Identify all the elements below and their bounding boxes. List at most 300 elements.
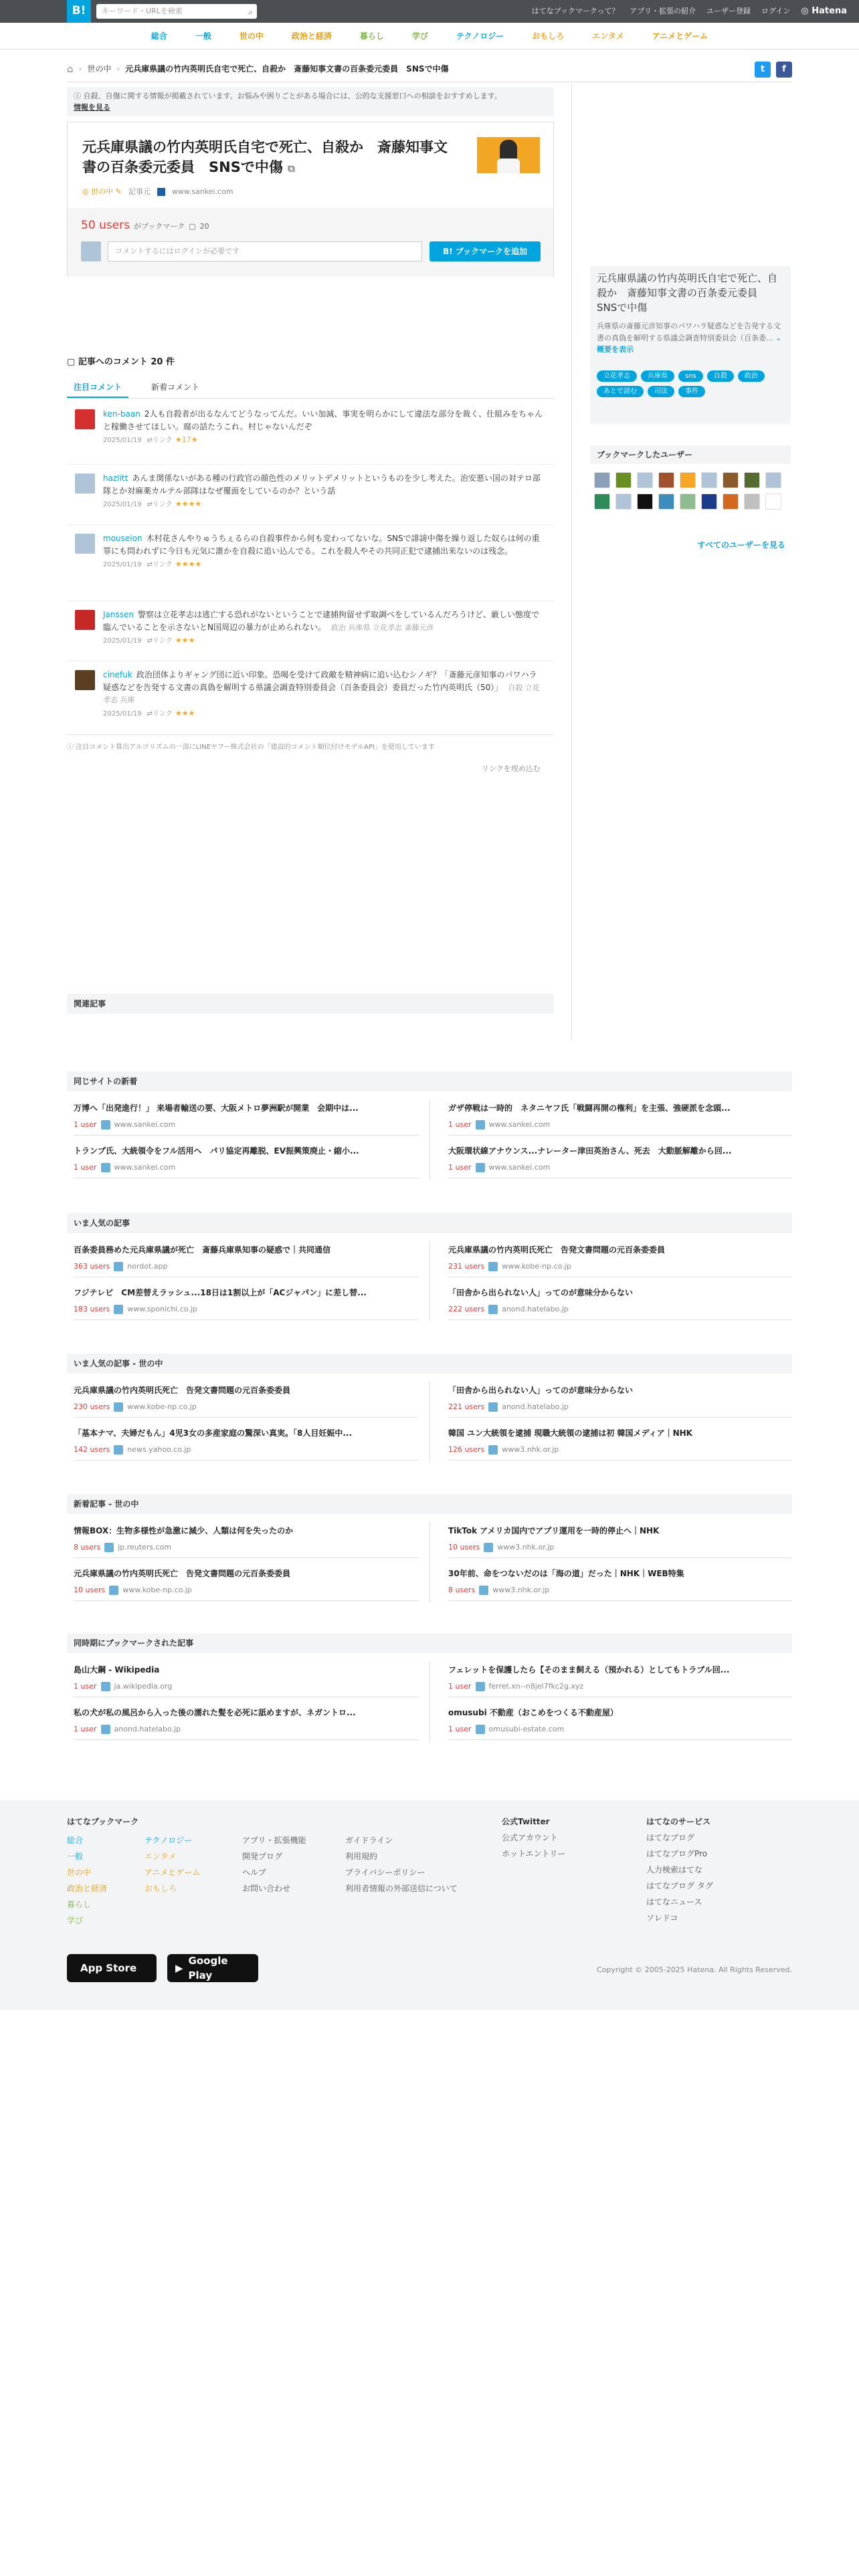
article-card[interactable] (74, 1423, 419, 1461)
service-link[interactable]: 人力検索はてな (646, 1865, 703, 1874)
comments-heading-text: 記事へのコメント 20 件 (78, 357, 175, 367)
article-domain[interactable]: anond.hatelabo.jp (502, 1402, 569, 1411)
article-users[interactable]: 1 user (74, 1682, 97, 1691)
footer-links-policy (345, 1832, 458, 1897)
footer-categories-2 (145, 1832, 200, 1897)
article-card[interactable] (448, 1521, 792, 1558)
bookmarker-avatar[interactable] (615, 472, 632, 488)
users-suffix: がブックマーク (133, 222, 185, 231)
user-avatar[interactable] (75, 670, 95, 690)
article-card[interactable] (448, 1098, 792, 1136)
article-title[interactable]: トランプ氏、大統領令をフル活用へ パリ協定再離脱、EV振興策廃止・縮小... (74, 1146, 359, 1156)
entry-category[interactable]: ◎ 世の中 ✎ (82, 187, 122, 196)
google-play-label: Google Play (188, 1954, 228, 1981)
tag-chip[interactable]: 司法 (648, 386, 674, 397)
comment-text: 木村花さんやりゅうちぇるらの自殺事件から何も変わってないな。SNSで誹謗中傷を繰り返した奴らは何の重罪にも問われずに今日も元気に誰かを自殺に追い込んでる。これを殺人やその共同正犯で逮捕出来ないのは残念。 (103, 534, 540, 556)
comment-meta (103, 434, 545, 446)
article-card[interactable] (448, 1283, 792, 1320)
category-5[interactable]: 学び (411, 31, 428, 41)
comment-text-line (103, 609, 545, 633)
tag-chip[interactable]: 兵庫県 (641, 370, 674, 382)
article-meta (74, 1542, 419, 1553)
article-title[interactable]: 元兵庫県議の竹内英明氏死亡 告発文書問題の元百条委委員 (74, 1386, 291, 1395)
article-title[interactable]: 大阪環状線アナウンス...ナレーター津田英治さん、死去 大動脈解離から回... (448, 1146, 732, 1156)
footer-heading (67, 1814, 138, 1830)
divider (67, 734, 554, 735)
service-link[interactable]: はてなニュース (646, 1897, 702, 1907)
footer-category-link[interactable]: 総合 (67, 1836, 84, 1845)
bookmarker-avatar[interactable] (615, 494, 632, 510)
facebook-share-icon[interactable]: f (776, 62, 792, 78)
footer-category-link[interactable]: 世の中 (67, 1868, 92, 1877)
article-title[interactable]: フェレットを保護したら【そのまま飼える（預かれる）としてもトラブル回... (448, 1665, 730, 1675)
footer-category-link[interactable]: 一般 (67, 1852, 84, 1861)
article-title[interactable]: omusubi 不動産（おこめをつくる不動産屋） (448, 1708, 618, 1717)
article-users[interactable]: 142 users (74, 1445, 110, 1454)
search-placeholder: キーワード・URLを検索 (102, 6, 183, 15)
comment-icon: ▢ (189, 222, 196, 231)
article-card[interactable] (74, 1240, 419, 1277)
category-2[interactable]: 世の中 (239, 31, 264, 41)
bookmarker-avatar[interactable] (680, 494, 696, 510)
comment-stars[interactable]: ★★★ (175, 708, 195, 718)
bookmarker-avatar[interactable] (701, 472, 717, 488)
comment-stars[interactable]: ★17★ (175, 435, 198, 445)
category-8[interactable]: エンタメ (592, 31, 624, 41)
comment-text: 2人も自殺者が出るなんてどうなってんだ。いい加減、事実を明らかにして違法な部分を裁く、仕組みをちゃんと稼働させてほしい。腐の話たうこれ。村じゃないんだぞ (103, 409, 543, 431)
bookmarker-avatar[interactable] (765, 494, 781, 510)
entry-meta (82, 187, 233, 198)
comment-username[interactable]: cinefuk (103, 670, 132, 679)
article-meta (74, 1681, 419, 1693)
section-heading-new-society: 新着記事 - 世の中 (67, 1494, 792, 1514)
article-title[interactable]: TikTok アメリカ国内でアプリ運用を一時的停止へ｜NHK (448, 1526, 660, 1535)
tag-chip[interactable]: sns (678, 370, 703, 382)
comment-link[interactable]: リンク (153, 561, 173, 569)
breadcrumb-category[interactable]: 世の中 (87, 64, 112, 74)
site-favicon-icon (114, 1402, 123, 1412)
summary-description (597, 320, 784, 356)
entry-category-label: 世の中 (91, 187, 114, 196)
category-3[interactable]: 政治と経済 (291, 31, 332, 41)
entry-thumbnail[interactable] (477, 137, 540, 173)
comments-heading (67, 356, 175, 369)
article-domain[interactable]: www.sankei.com (488, 1120, 551, 1129)
article-title[interactable]: 「田舎から出られない人」ってのが意味分からない (448, 1386, 634, 1395)
google-play-badge[interactable] (167, 1954, 258, 1982)
twitter-hotentry-link[interactable]: ホットエントリー (502, 1849, 566, 1858)
article-users[interactable]: 1 user (448, 1120, 472, 1129)
comment-date[interactable]: 2025/01/19 (103, 561, 142, 569)
footer-link[interactable]: 利用規約 (345, 1852, 378, 1861)
comment-link[interactable]: リンク (153, 710, 173, 718)
site-favicon-icon (488, 1445, 498, 1455)
bookmark-users[interactable] (81, 217, 209, 235)
breadcrumb-title: 元兵庫県議の竹内英明氏自宅で死亡、自殺か 斎藤知事文書の百条委元委員 SNSで中傷 (125, 64, 449, 74)
section-heading-popular-society: いま人気の記事 - 世の中 (67, 1354, 792, 1374)
article-users[interactable]: 1 user (448, 1725, 472, 1733)
article-meta (74, 1261, 419, 1273)
section-heading-same-time: 同時期にブックマークされた記事 (67, 1633, 792, 1653)
comment-username[interactable]: mouseion (103, 534, 142, 543)
footer-category-link[interactable]: 政治と経済 (67, 1884, 108, 1893)
article-domain[interactable]: nordot.app (127, 1262, 168, 1271)
article-meta (448, 1162, 792, 1174)
article-title[interactable]: 万博へ「出発進行！」 来場者輸送の要、大阪メトロ夢洲駅が開業 会期中は... (74, 1103, 359, 1113)
category-0[interactable]: 総合 (151, 31, 167, 41)
article-meta (74, 1304, 419, 1315)
comment-icon: ▢ (67, 357, 78, 367)
comment-text: 警察は立花孝志は逃亡する恐れがないということで逮捕拘留せず取調べをしているんだろうけど、厳しい態度で臨んでいることを示さないとN国周辺の暴力が止められない。 (103, 610, 540, 632)
notice-link[interactable]: 情報を見る (74, 102, 110, 112)
site-favicon-icon (101, 1725, 110, 1734)
article-meta (448, 1724, 792, 1735)
comment-text: あんま関係ないがある種の行政官の顔色性のメリットデメリットというものを少し考えた。治安悪い国の対テロ部隊とか対麻薬カルテル部隊はなぜ覆面をしているのか？という話 (103, 473, 541, 496)
category-6[interactable]: テクノロジー (456, 31, 504, 41)
article-domain[interactable]: omusubi-estate.com (488, 1725, 565, 1733)
article-users[interactable]: 231 users (448, 1262, 485, 1271)
article-domain[interactable]: anond.hatelabo.jp (114, 1725, 181, 1733)
sensitive-content-notice (67, 87, 554, 116)
article-domain[interactable]: www.sankei.com (488, 1163, 551, 1172)
link-icon: ⇄ (147, 710, 153, 718)
category-4[interactable]: 暮らし (359, 31, 384, 41)
chevron-right-icon: › (116, 64, 120, 74)
bookmarker-avatar[interactable] (765, 472, 781, 488)
notice-text: 自殺、自傷に関する情報が掲載されています。お悩みや困りごとがある場合には、公的な支援窓口への相談をおすすめします。 (83, 92, 502, 100)
article-card[interactable] (74, 1521, 419, 1558)
footnote-text: 注目コメント算出アルゴリズムの一部にLINEヤフー株式会社の「建設的コメント順位付けモデルAPI」を使用しています (76, 744, 435, 751)
article-meta (448, 1304, 792, 1315)
article-card[interactable] (448, 1564, 792, 1601)
brand-label: Hatena (812, 6, 847, 17)
site-favicon-icon (114, 1262, 123, 1271)
site-favicon-icon (101, 1120, 110, 1130)
footer-link[interactable]: 利用者情報の外部送信について (345, 1884, 458, 1893)
site-favicon-icon (104, 1543, 114, 1552)
hatena-bookmark-logo[interactable]: B! (67, 0, 91, 23)
site-favicon-icon (101, 1163, 110, 1172)
site-favicon-icon (484, 1543, 493, 1552)
comment-username[interactable]: ken-baan (103, 409, 140, 419)
article-title[interactable]: 島山大鋼 - Wikipedia (74, 1665, 160, 1675)
footer-category-link[interactable]: 学び (67, 1916, 84, 1925)
link-icon: ⇄ (147, 637, 153, 645)
bookmarker-avatar[interactable] (637, 494, 653, 510)
show-summary-label: 概要を表示 (597, 345, 634, 354)
tag-chip[interactable]: 自殺 (707, 370, 734, 382)
article-users[interactable]: 10 users (74, 1586, 106, 1594)
article-card[interactable] (74, 1141, 419, 1178)
share-buttons (755, 62, 792, 78)
category-nav (0, 23, 859, 49)
tag-chip[interactable]: 政治 (738, 370, 765, 382)
article-users[interactable]: 230 users (74, 1402, 110, 1411)
tag-list (597, 370, 784, 397)
comment-date[interactable]: 2025/01/19 (103, 637, 142, 645)
site-favicon-icon (488, 1262, 498, 1271)
section-heading-popular: いま人気の記事 (67, 1213, 792, 1233)
article-users[interactable]: 10 users (448, 1543, 480, 1551)
tag-chip[interactable]: あとで読む (597, 386, 644, 397)
bookmarker-avatar[interactable] (723, 472, 739, 488)
users-count: 50 users (81, 219, 130, 232)
comment-text-line (103, 532, 545, 557)
article-card[interactable] (448, 1380, 792, 1418)
all-users-link[interactable]: すべてのユーザーを見る (697, 540, 785, 550)
info-icon: ⓘ (74, 92, 84, 100)
article-meta (448, 1444, 792, 1456)
article-domain[interactable]: jp.reuters.com (118, 1543, 172, 1551)
twitter-share-icon[interactable]: t (755, 62, 771, 78)
play-icon: ▶ (175, 1961, 183, 1974)
comment-body (103, 532, 545, 570)
summary-title: 元兵庫県議の竹内英明氏自宅で死亡、自殺か 斎藤知事文書の百条委元委員 SNSで中傷 (597, 272, 778, 314)
site-favicon-icon (488, 1305, 498, 1314)
comment-stars[interactable]: ★★★ (175, 636, 195, 645)
comment-body (103, 609, 545, 647)
user-avatar[interactable] (75, 473, 95, 494)
entry-summary-card (590, 266, 791, 424)
comment-tags[interactable]: 自殺 立花孝志 兵庫 (103, 683, 540, 705)
article-title[interactable]: 百条委員務めた元兵庫県議が死亡 斎藤兵庫県知事の疑惑で｜共同通信 (74, 1245, 331, 1255)
footer-link[interactable]: ガイドライン (345, 1836, 393, 1845)
bookmarker-avatar[interactable] (744, 472, 760, 488)
bookmarked-users-heading: ブックマークしたユーザー (590, 445, 791, 464)
article-domain[interactable]: www3.nhk.or.jp (497, 1543, 555, 1551)
copyright: Copyright © 2005-2025 Hatena. All Rights Reserved. (596, 1965, 792, 1974)
article-meta (448, 1261, 792, 1273)
article-title[interactable]: 元兵庫県議の竹内英明氏死亡 告発文書問題の元百条委委員 (448, 1245, 666, 1255)
app-store-badge[interactable] (67, 1954, 157, 1982)
article-domain[interactable]: anond.hatelabo.jp (502, 1305, 569, 1313)
article-users[interactable]: 363 users (74, 1262, 110, 1271)
divider (67, 464, 554, 465)
bookmark-panel (68, 208, 553, 277)
article-title[interactable]: 元兵庫県議の竹内英明氏死亡 告発文書問題の元百条委委員 (74, 1569, 291, 1578)
article-title[interactable]: 韓国 ユン大統領を逮捕 現職大統領の逮捕は初 韓国メディア｜NHK (448, 1428, 692, 1438)
comment-form (81, 241, 541, 261)
article-card[interactable] (74, 1380, 419, 1418)
top-links (532, 0, 847, 23)
bookmarker-avatar[interactable] (701, 494, 717, 510)
link-icon: ⇄ (147, 561, 153, 569)
comment-date[interactable]: 2025/01/19 (103, 437, 142, 445)
footer-link[interactable]: プライバシーポリシー (345, 1868, 425, 1877)
comment-username[interactable]: hazlitt (103, 473, 128, 483)
signup-link[interactable]: ユーザー登録 (706, 6, 751, 15)
twitter-official-link[interactable]: 公式アカウント (502, 1833, 558, 1842)
divider (67, 524, 554, 525)
article-card[interactable] (74, 1098, 419, 1136)
footer-link[interactable]: 開発ブログ (242, 1852, 283, 1861)
article-meta (448, 1542, 792, 1553)
article-title[interactable]: 私の犬が私の風呂から入った後の濡れた髪を必死に舐めますが、ネガントロ... (74, 1708, 356, 1717)
comment-link[interactable]: リンク (153, 637, 173, 645)
footer-twitter (502, 1814, 566, 1862)
article-users[interactable]: 1 user (448, 1163, 472, 1172)
article-title[interactable]: 30年前、命をつないだのは「海の道」だった｜NHK｜WEB特集 (448, 1569, 684, 1578)
article-card[interactable] (74, 1660, 419, 1697)
article-card[interactable] (448, 1660, 792, 1697)
tab-new-comments[interactable]: 新着コメント (151, 383, 200, 392)
hatena-brand[interactable]: ◎ Hatena (801, 6, 847, 17)
article-meta (74, 1119, 419, 1131)
embed-link[interactable]: リンクを埋め込む (482, 764, 541, 773)
search-icon[interactable]: ⌕ (248, 7, 253, 17)
footer-category-link[interactable]: アニメとゲーム (145, 1868, 201, 1877)
article-users[interactable]: 1 user (74, 1120, 97, 1129)
bookmarker-avatar[interactable] (594, 494, 610, 510)
article-title[interactable]: フジテレビ CM差替えラッシュ...18日は1割以上が「ACジャパン」に差し替... (74, 1288, 367, 1297)
comment-date[interactable]: 2025/01/19 (103, 501, 142, 509)
site-favicon-icon (114, 1305, 123, 1314)
article-card[interactable] (448, 1703, 792, 1740)
add-bookmark-button[interactable]: B! ブックマークを追加 (430, 241, 541, 261)
bookmarker-avatar[interactable] (658, 472, 674, 488)
footer-heading-text: はてなブックマーク (67, 1817, 139, 1826)
article-title[interactable]: 「田舎から出られない人」ってのが意味分からない (448, 1288, 634, 1297)
site-favicon-icon (476, 1682, 485, 1691)
article-domain[interactable]: www.kobe-np.co.jp (122, 1586, 192, 1594)
bookmarker-avatar[interactable] (658, 494, 674, 510)
about-link[interactable]: はてなブックマークって？ (531, 6, 619, 15)
bookmarker-avatar[interactable] (723, 494, 739, 510)
footer-category-link[interactable]: おもしろ (145, 1884, 177, 1893)
comment-tabs (67, 379, 554, 399)
comment-body (103, 669, 545, 719)
article-card[interactable] (74, 1564, 419, 1601)
tag-chip[interactable]: 事件 (678, 386, 705, 397)
entry-record-label: 記事元 (128, 187, 151, 196)
article-title[interactable]: ガザ停戦は一時的 ネタニヤフ氏「戦闘再開の権利」を主張、強硬派を念頭... (448, 1103, 731, 1113)
comment-link[interactable]: リンク (153, 501, 173, 509)
article-card[interactable] (448, 1141, 792, 1178)
article-domain[interactable]: www.sankei.com (114, 1120, 176, 1129)
external-link-icon[interactable]: ⧉ (288, 163, 295, 175)
comment-meta (103, 635, 545, 647)
article-title[interactable]: 「基本ナマ、夫婦だもん」4児3女の多産家庭の驚深い真実。「8人目妊娠中... (74, 1428, 353, 1438)
login-link[interactable]: ログイン (761, 6, 791, 15)
site-favicon-icon (109, 1586, 118, 1595)
comment-tags[interactable]: 政治 兵庫県 立花孝志 斎藤元彦 (330, 623, 434, 632)
article-meta (74, 1585, 419, 1596)
tab-featured-comments[interactable]: 注目コメント (67, 379, 128, 398)
article-users[interactable]: 1 user (448, 1682, 472, 1691)
article-domain[interactable]: ferret.xn--n8jel7fkc2g.xyz (488, 1682, 584, 1691)
user-avatar[interactable] (75, 409, 95, 429)
section-heading-same-site: 同じサイトの新着 (67, 1071, 792, 1091)
user-avatar[interactable] (75, 534, 95, 554)
article-meta (74, 1162, 419, 1174)
article-users[interactable]: 221 users (448, 1402, 485, 1411)
comment-meta (103, 498, 545, 510)
user-avatar-grid (594, 472, 788, 510)
breadcrumb (67, 59, 792, 79)
article-title[interactable]: 情報BOX：生物多様性が急激に減少、人類は何を失ったのか (74, 1526, 294, 1535)
app-store-label: App Store (80, 1961, 137, 1974)
footer-services (646, 1814, 713, 1926)
site-favicon-icon (488, 1402, 498, 1412)
column-divider (571, 84, 572, 1041)
article-domain[interactable]: news.yahoo.co.jp (127, 1445, 191, 1454)
article-meta (448, 1585, 792, 1596)
service-link[interactable]: はてなブログ (646, 1833, 695, 1842)
service-link[interactable]: ソレドコ (646, 1913, 678, 1923)
comment-stars[interactable]: ★★★★ (175, 500, 202, 509)
comment-username[interactable]: Janssen (103, 610, 134, 619)
home-icon[interactable]: ⌂ (67, 62, 74, 75)
article-users[interactable]: 183 users (74, 1305, 110, 1313)
user-avatar[interactable] (75, 610, 95, 630)
comments-footnote: ⓘ 注目コメント算出アルゴリズムの一部にLINEヤフー株式会社の「建設的コメント順位付けモデルAPI」を使用しています (67, 744, 435, 751)
article-meta (74, 1402, 419, 1413)
comment-stars[interactable]: ★★★★ (175, 560, 202, 569)
service-link[interactable]: はてなブログ タグ (646, 1881, 713, 1891)
category-7[interactable]: おもしろ (532, 31, 565, 41)
article-domain[interactable]: ja.wikipedia.org (114, 1682, 173, 1691)
bookmarker-avatar[interactable] (594, 472, 610, 488)
entry-title[interactable] (82, 137, 457, 178)
site-favicon-icon (479, 1586, 488, 1595)
article-domain[interactable]: www.sankei.com (114, 1163, 176, 1172)
article-users[interactable]: 1 user (74, 1163, 97, 1172)
service-link[interactable]: はてなブログPro (646, 1849, 708, 1858)
comment-link[interactable]: リンク (153, 437, 173, 445)
article-domain[interactable]: www.kobe-np.co.jp (502, 1262, 571, 1271)
footer-category-link[interactable]: テクノロジー (145, 1836, 193, 1845)
show-summary-button[interactable]: ⌄ 概要を表示 (597, 333, 782, 354)
category-1[interactable]: 一般 (195, 31, 211, 41)
services-heading: はてなのサービス (646, 1817, 711, 1826)
article-card[interactable] (74, 1703, 419, 1740)
article-card[interactable] (448, 1423, 792, 1461)
site-favicon-icon (157, 188, 165, 196)
footer-link[interactable]: ヘルプ (242, 1868, 267, 1877)
entry-domain[interactable]: www.sankei.com (171, 187, 233, 196)
article-users[interactable]: 222 users (448, 1305, 485, 1313)
footer-category-link[interactable]: エンタメ (145, 1852, 177, 1861)
article-domain[interactable]: www3.nhk.or.jp (502, 1445, 559, 1454)
article-domain[interactable]: www.kobe-np.co.jp (127, 1402, 197, 1411)
search-input[interactable] (96, 4, 257, 19)
article-domain[interactable]: www.sponichi.co.jp (127, 1305, 197, 1313)
footer-category-link[interactable]: 暮らし (67, 1900, 92, 1909)
tag-chip[interactable]: 立花孝志 (597, 370, 637, 382)
footer-link[interactable]: お問い合わせ (242, 1884, 291, 1893)
comment-text: 政治団体よりギャング団に近い印象。恐喝を受けて政敵を精神病に追い込むシノギ？「斎藤元彦知事のパワハラ疑惑などを告発する文書の真偽を解明する県議会調査特別委員会（百条委員会）委員だった竹内英明氏（50）」 (103, 670, 537, 692)
article-users[interactable]: 8 users (74, 1543, 101, 1551)
comment-input[interactable] (108, 241, 422, 261)
article-domain[interactable]: www3.nhk.or.jp (492, 1586, 550, 1594)
footer-link[interactable]: アプリ・拡張機能 (242, 1836, 306, 1845)
apps-link[interactable]: アプリ・拡張の紹介 (630, 6, 696, 15)
article-users[interactable]: 126 users (448, 1445, 485, 1454)
comment-body (103, 472, 545, 510)
comment-date[interactable]: 2025/01/19 (103, 710, 142, 718)
article-users[interactable]: 1 user (74, 1725, 97, 1733)
category-9[interactable]: アニメとゲーム (652, 31, 708, 41)
comment-body (103, 408, 545, 446)
bookmarker-avatar[interactable] (637, 472, 653, 488)
bookmarker-avatar[interactable] (744, 494, 760, 510)
entry-card (67, 122, 554, 277)
article-card[interactable] (448, 1240, 792, 1277)
bookmarker-avatar[interactable] (680, 472, 696, 488)
article-users[interactable]: 8 users (448, 1586, 476, 1594)
article-card[interactable] (74, 1283, 419, 1320)
twitter-heading: 公式Twitter (502, 1817, 550, 1826)
